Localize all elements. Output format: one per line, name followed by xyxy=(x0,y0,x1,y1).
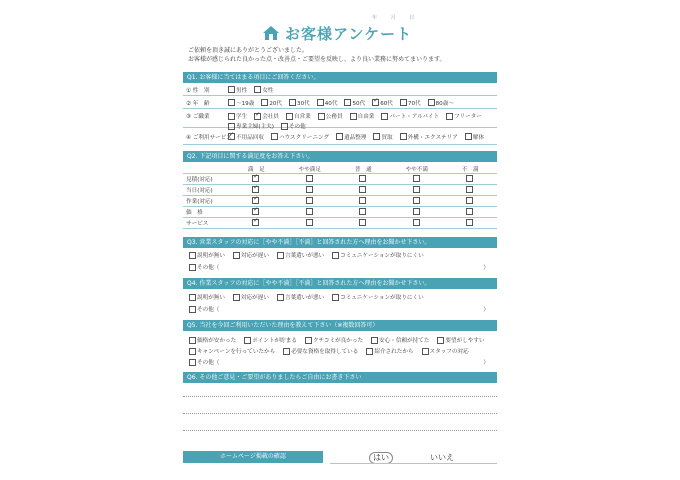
service-options xyxy=(228,133,484,141)
option-label: 30代 xyxy=(297,100,310,107)
checkbox[interactable] xyxy=(466,219,473,226)
checkbox[interactable] xyxy=(466,186,473,193)
checkbox-option[interactable] xyxy=(372,99,393,107)
option-label: 自由業 xyxy=(357,114,375,120)
rating-cell xyxy=(230,187,283,194)
checkbox-option[interactable] xyxy=(336,133,366,141)
checkbox[interactable] xyxy=(286,113,293,120)
rating-cell xyxy=(230,220,283,227)
checked-checkbox[interactable] xyxy=(252,186,259,193)
col-header: 普 通 xyxy=(354,166,372,173)
checked-checkbox[interactable] xyxy=(254,113,261,120)
checkbox[interactable] xyxy=(289,99,296,106)
rating-cell xyxy=(337,187,390,194)
q1-job-row xyxy=(183,110,497,128)
q3-header: Q3. 営業スタッフの対応に［やや不満］［不満］と回答された方へ理由をお聞かせ下さい。 xyxy=(183,237,497,248)
option-label: 対応が遅い xyxy=(240,295,269,301)
rating-row xyxy=(183,196,497,207)
checkbox[interactable] xyxy=(428,99,435,106)
comment-line[interactable] xyxy=(183,430,497,431)
checkbox[interactable] xyxy=(437,337,444,344)
checkbox-option[interactable] xyxy=(465,133,484,141)
job-options xyxy=(228,112,496,130)
rating-row-label: サービス xyxy=(186,221,209,227)
checkbox[interactable] xyxy=(413,186,420,193)
checkbox[interactable] xyxy=(189,294,196,301)
gender-options xyxy=(228,86,273,94)
checkbox[interactable] xyxy=(189,348,196,355)
checkbox[interactable] xyxy=(189,306,196,313)
option-label: 自営業 xyxy=(294,114,311,120)
q3-other-row xyxy=(189,263,489,271)
option-label: 紹介されたから xyxy=(374,349,414,355)
q1-service-row xyxy=(183,129,497,145)
col-header: 満 足 xyxy=(247,166,265,173)
rating-row xyxy=(183,174,497,185)
checkbox-option[interactable] xyxy=(228,133,264,141)
option-label: 学生 xyxy=(236,114,248,120)
checkbox-option[interactable] xyxy=(261,99,282,107)
checked-checkbox[interactable] xyxy=(252,175,259,182)
checked-checkbox[interactable] xyxy=(228,133,235,140)
checkbox[interactable] xyxy=(422,348,429,355)
rating-row xyxy=(183,207,497,218)
checkbox[interactable] xyxy=(306,175,313,182)
checkbox-option[interactable] xyxy=(244,336,297,344)
checkbox[interactable] xyxy=(413,175,420,182)
checkbox-option[interactable] xyxy=(271,133,329,141)
rating-cell xyxy=(444,209,497,216)
rating-row xyxy=(183,218,497,229)
checkbox[interactable] xyxy=(189,264,196,271)
option-label: 安心・信頼が持てた xyxy=(379,338,430,344)
rating-row-label: 当日(対応) xyxy=(186,188,213,194)
q3-other-label: その他（ xyxy=(197,265,220,271)
checkbox[interactable] xyxy=(359,208,366,215)
date-month: 月 xyxy=(390,15,397,21)
q3-options xyxy=(189,251,424,259)
intro-line-1: ご依頼を頂き誠にありがとうございました。 xyxy=(188,47,309,54)
option-label: 女性 xyxy=(262,87,274,94)
checkbox-option[interactable] xyxy=(437,336,484,344)
checkbox-option[interactable] xyxy=(400,133,458,141)
checkbox[interactable] xyxy=(400,99,407,106)
rating-cell xyxy=(337,220,390,227)
checkbox-option[interactable] xyxy=(189,251,225,259)
option-label: 買取 xyxy=(381,134,393,141)
col-header: 不 満 xyxy=(461,166,479,173)
q5-row-1 xyxy=(189,336,485,344)
option-label: 50代 xyxy=(352,100,366,107)
option-label: 外構・エクステリア xyxy=(407,134,458,141)
col-header: やや不満 xyxy=(405,166,428,173)
checkbox[interactable] xyxy=(400,133,407,140)
option-label: スタッフの対応 xyxy=(429,349,469,355)
checkbox[interactable] xyxy=(413,197,420,204)
rating-cell xyxy=(444,187,497,194)
checkbox-option[interactable] xyxy=(318,112,343,120)
checkbox-option[interactable] xyxy=(381,112,439,120)
checkbox-option[interactable] xyxy=(428,99,454,107)
checkbox[interactable] xyxy=(381,113,388,120)
q4-options xyxy=(189,293,424,301)
q4-other-row xyxy=(189,305,489,313)
q3-other-close: ） xyxy=(483,265,489,271)
checkbox-option[interactable] xyxy=(277,251,324,259)
rating-row xyxy=(183,185,497,196)
title-text: お客様アンケート xyxy=(285,24,413,43)
checkbox[interactable] xyxy=(446,113,453,120)
checked-checkbox[interactable] xyxy=(252,208,259,215)
house-icon xyxy=(262,25,280,41)
option-label: 40代 xyxy=(324,100,338,107)
checkbox-option[interactable] xyxy=(373,133,392,141)
checkbox[interactable] xyxy=(465,133,472,140)
checkbox-option[interactable] xyxy=(277,293,324,301)
intro-text xyxy=(188,46,446,64)
checkbox[interactable] xyxy=(344,99,351,106)
checkbox-option[interactable] xyxy=(289,99,310,107)
checkbox-option[interactable] xyxy=(317,99,338,107)
option-label: 専業主婦(主夫) xyxy=(236,124,274,130)
option-label: 言葉遣いが悪い xyxy=(284,295,325,301)
option-label: フリーター xyxy=(454,114,482,120)
option-label: 男性 xyxy=(236,87,248,94)
rating-cell xyxy=(283,176,336,183)
intro-line-2: お客様が感じられた良かった点・改善点・ご要望を反映し、より良い業務に努めてまいります。 xyxy=(188,56,446,63)
option-label: その他 xyxy=(288,124,306,130)
checkbox[interactable] xyxy=(413,208,420,215)
checkbox[interactable] xyxy=(332,294,339,301)
checkbox-option[interactable] xyxy=(228,99,254,107)
q1-job-label: ③ ご職業 xyxy=(186,114,210,120)
checkbox[interactable] xyxy=(283,348,290,355)
option-label: 解体 xyxy=(472,134,485,141)
footer-divider xyxy=(330,463,497,464)
col-header: やや満足 xyxy=(298,166,321,173)
checkbox-option[interactable] xyxy=(254,86,273,94)
rating-cell xyxy=(230,198,283,205)
checkbox[interactable] xyxy=(371,337,378,344)
q1-age-row xyxy=(183,97,497,109)
checkbox[interactable] xyxy=(359,175,366,182)
q4-other-label: その他（ xyxy=(197,307,220,313)
comment-line[interactable] xyxy=(183,413,497,414)
checkbox-option[interactable] xyxy=(189,336,236,344)
checkbox[interactable] xyxy=(332,252,339,259)
rating-cell xyxy=(390,187,443,194)
option-label: 60代 xyxy=(380,100,393,107)
date-year: 年 xyxy=(372,15,379,21)
checkbox[interactable] xyxy=(244,337,251,344)
checkbox[interactable] xyxy=(373,133,380,140)
checkbox[interactable] xyxy=(228,99,235,106)
checkbox[interactable] xyxy=(336,133,343,140)
rating-cell xyxy=(444,198,497,205)
q1-age-label: ② 年 齢 xyxy=(186,100,210,107)
option-label: コミュニケーションが取りにくい xyxy=(340,295,424,301)
checkbox[interactable] xyxy=(306,197,313,204)
q1-service-label: ④ ご利用サービス xyxy=(186,134,232,141)
rating-cell xyxy=(390,176,443,183)
checked-checkbox[interactable] xyxy=(372,99,379,106)
checkbox-option[interactable] xyxy=(371,336,429,344)
option-label: 80歳～ xyxy=(435,100,454,107)
option-label: パート・アルバイト xyxy=(389,114,440,120)
q1-gender-row xyxy=(183,84,497,96)
option-label: 価格が安かった xyxy=(197,338,237,344)
checkbox[interactable] xyxy=(366,348,373,355)
option-label: 遺品整理 xyxy=(344,134,367,141)
checkbox[interactable] xyxy=(228,113,235,120)
checkbox[interactable] xyxy=(233,294,240,301)
option-label: 言葉遣いが悪い xyxy=(284,253,325,259)
checkbox[interactable] xyxy=(306,208,313,215)
checkbox-option[interactable] xyxy=(189,347,275,355)
rating-row-label: 価 格 xyxy=(186,210,203,216)
age-options xyxy=(228,99,454,107)
q6-header: Q6. その他ご意見・ご要望がありましたらご自由にお書き下さい xyxy=(183,372,497,383)
rating-cell xyxy=(337,209,390,216)
checkbox[interactable] xyxy=(413,219,420,226)
option-label: クチコミが良かった xyxy=(312,338,364,344)
date-day: 日 xyxy=(409,15,416,21)
rating-cell xyxy=(337,176,390,183)
checkbox[interactable] xyxy=(306,186,313,193)
rating-cell xyxy=(337,198,390,205)
option-label: ポイントが貯まる xyxy=(252,338,297,344)
q5-other-row xyxy=(189,358,489,366)
homepage-consent-label: ホームページ掲載の確認 xyxy=(183,451,323,463)
option-label: 必要な資格を取得している xyxy=(291,349,359,355)
checkbox[interactable] xyxy=(359,186,366,193)
rating-cell xyxy=(230,176,283,183)
checkbox[interactable] xyxy=(189,337,196,344)
option-label: 不用品回収 xyxy=(236,134,264,141)
checkbox[interactable] xyxy=(306,219,313,226)
checkbox[interactable] xyxy=(228,86,235,93)
checkbox-option[interactable] xyxy=(332,293,424,301)
q4-header: Q4. 作業スタッフの対応に［やや不満］［不満］と回答された方へ理由をお聞かせ下さい。 xyxy=(183,278,497,289)
date-field xyxy=(362,14,415,21)
checkbox-option[interactable] xyxy=(233,251,269,259)
checkbox-option[interactable] xyxy=(305,336,363,344)
rating-cell xyxy=(444,220,497,227)
consent-yes-option[interactable]: はい xyxy=(369,452,393,464)
option-label: 公務員 xyxy=(325,114,343,120)
checkbox[interactable] xyxy=(318,113,325,120)
checkbox-option[interactable] xyxy=(422,347,469,355)
checkbox-option[interactable] xyxy=(400,99,421,107)
rating-cell xyxy=(283,187,336,194)
checkbox-option[interactable] xyxy=(446,112,482,120)
checkbox-option[interactable] xyxy=(350,112,375,120)
option-label: ハウスクリーニング xyxy=(278,134,330,141)
checkbox-option[interactable] xyxy=(189,293,225,301)
q5-other-close: ） xyxy=(483,360,489,366)
checkbox-option[interactable] xyxy=(283,347,358,355)
consent-no-option[interactable]: いいえ xyxy=(430,453,454,462)
checkbox[interactable] xyxy=(254,86,261,93)
option-label: 説明が無い xyxy=(197,295,225,301)
rating-cell xyxy=(390,209,443,216)
checkbox-option[interactable] xyxy=(233,293,269,301)
checkbox[interactable] xyxy=(359,197,366,204)
checkbox-option[interactable] xyxy=(332,251,424,259)
q2-header: Q2. 下記項目に関する満足度をお答え下さい。 xyxy=(183,151,497,162)
checked-checkbox[interactable] xyxy=(252,219,259,226)
q5-header: Q5. 当社を今回ご利用いただいた理由を教えて下さい（※複数回答可） xyxy=(183,320,497,331)
rating-row-label: 作業(対応) xyxy=(186,199,213,205)
rating-cell xyxy=(444,176,497,183)
checkbox[interactable] xyxy=(466,208,473,215)
checkbox[interactable] xyxy=(350,113,357,120)
checkbox[interactable] xyxy=(233,252,240,259)
checkbox[interactable] xyxy=(277,294,284,301)
rating-row-label: 見積(対応) xyxy=(186,177,213,183)
checkbox-option[interactable] xyxy=(254,112,279,120)
q5-row-2 xyxy=(189,347,469,355)
checkbox-option[interactable] xyxy=(228,112,247,120)
q4-other-close: ） xyxy=(483,307,489,313)
rating-cell xyxy=(230,209,283,216)
checkbox-option[interactable] xyxy=(228,86,247,94)
checkbox[interactable] xyxy=(466,175,473,182)
checkbox[interactable] xyxy=(271,133,278,140)
checkbox[interactable] xyxy=(189,252,196,259)
rating-cell xyxy=(283,198,336,205)
rating-cell xyxy=(283,209,336,216)
q5-other-label: その他（ xyxy=(197,360,220,366)
checkbox[interactable] xyxy=(261,99,268,106)
option-label: 説明が無い xyxy=(197,253,225,259)
q1-gender-label: ① 性 別 xyxy=(186,87,210,94)
checkbox[interactable] xyxy=(277,252,284,259)
checkbox[interactable] xyxy=(317,99,324,106)
option-label: ～19歳 xyxy=(236,100,255,107)
checkbox[interactable] xyxy=(466,197,473,204)
checkbox-option[interactable] xyxy=(286,112,311,120)
rating-cell xyxy=(390,220,443,227)
checkbox[interactable] xyxy=(359,219,366,226)
checkbox-option[interactable] xyxy=(344,99,365,107)
q2-grid-header xyxy=(183,164,497,174)
option-label: コミュニケーションが取りにくい xyxy=(340,253,424,259)
checkbox-option[interactable] xyxy=(366,347,413,355)
checkbox[interactable] xyxy=(189,359,196,366)
option-label: 会社員 xyxy=(262,114,279,120)
page-title xyxy=(262,22,412,44)
comment-line[interactable] xyxy=(183,396,497,397)
option-label: 70代 xyxy=(407,100,421,107)
q2-grid xyxy=(183,164,497,229)
rating-cell xyxy=(283,220,336,227)
checked-checkbox[interactable] xyxy=(252,197,259,204)
q1-header: Q1. お客様に当てはまる項目にご回答ください。 xyxy=(183,72,497,83)
option-label: 対応が遅い xyxy=(240,253,269,259)
option-label: 要望がしやすい xyxy=(445,338,485,344)
rating-cell xyxy=(390,198,443,205)
checkbox[interactable] xyxy=(305,337,312,344)
option-label: キャンペーンを行っていたから xyxy=(197,349,276,355)
option-label: 20代 xyxy=(269,100,283,107)
